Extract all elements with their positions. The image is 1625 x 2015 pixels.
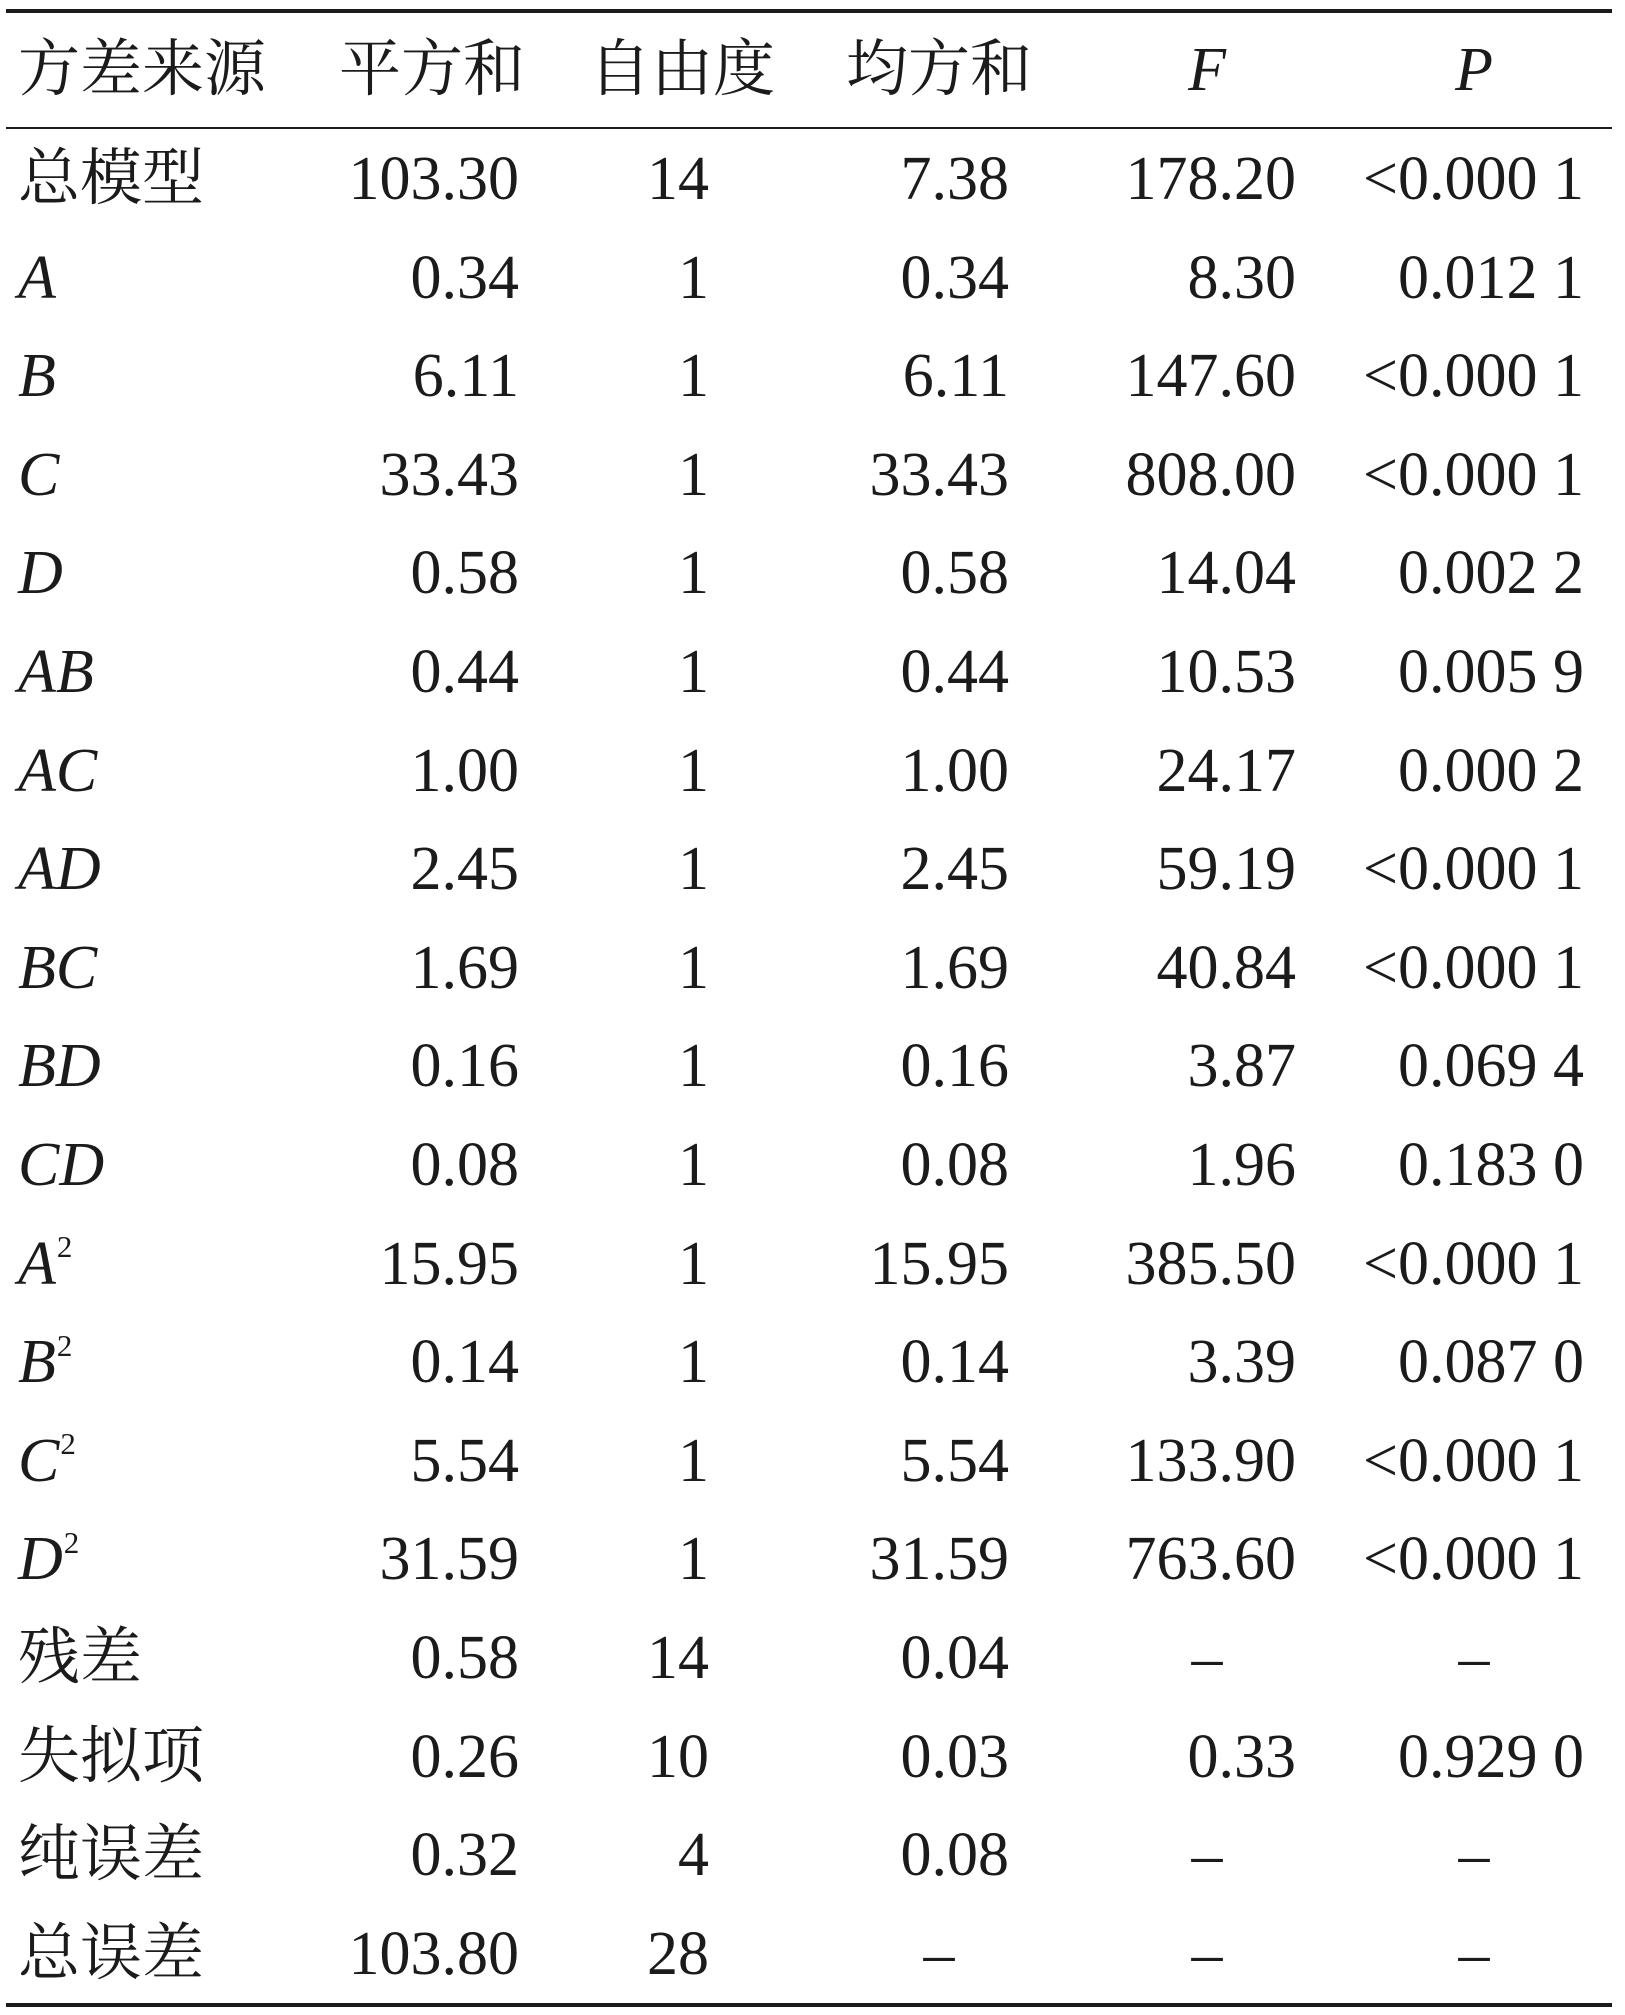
row-source bbox=[18, 1412, 76, 1511]
cell-f: – bbox=[1191, 1624, 1223, 1692]
cell-df: 1 bbox=[678, 638, 709, 706]
cell-df: 1 bbox=[678, 1229, 709, 1298]
cell-ms: 7.38 bbox=[900, 145, 1009, 213]
cell-ss: 103.80 bbox=[348, 1919, 519, 1988]
cell-df: 1 bbox=[678, 736, 709, 805]
cell-f: 763.60 bbox=[1125, 1525, 1296, 1594]
table-row bbox=[0, 229, 1625, 328]
cell-p: 0.929 0 bbox=[1398, 1722, 1584, 1791]
cell-ms: 6.11 bbox=[902, 342, 1009, 411]
row-source-label: A bbox=[18, 243, 56, 312]
cell-p: 0.002 2 bbox=[1398, 539, 1584, 608]
table-row bbox=[0, 722, 1625, 821]
cell-df: 14 bbox=[647, 145, 709, 213]
table-row bbox=[0, 1116, 1625, 1215]
cell-p: 0.183 0 bbox=[1398, 1131, 1584, 1199]
table-row bbox=[0, 1905, 1625, 2004]
row-source bbox=[18, 1215, 72, 1314]
table-row bbox=[0, 1708, 1625, 1807]
row-source bbox=[18, 1609, 142, 1708]
row-source bbox=[18, 623, 94, 722]
cell-ms: 15.95 bbox=[869, 1229, 1009, 1298]
cell-f: 133.90 bbox=[1125, 1426, 1296, 1495]
cell-p: <0.000 1 bbox=[1363, 342, 1584, 411]
header-p-value: P bbox=[1455, 36, 1493, 104]
cell-p: <0.000 1 bbox=[1363, 835, 1584, 904]
cell-ss: 0.26 bbox=[410, 1722, 519, 1791]
row-source-exponent: 2 bbox=[63, 1525, 80, 1561]
cell-df: 1 bbox=[678, 1131, 709, 1199]
row-source-exponent: 2 bbox=[56, 1229, 73, 1265]
cell-f: 40.84 bbox=[1156, 933, 1296, 1002]
cell-ms: 0.16 bbox=[900, 1032, 1009, 1101]
table-row bbox=[0, 1313, 1625, 1412]
cell-ms: 0.08 bbox=[900, 1131, 1009, 1199]
row-source bbox=[18, 820, 101, 919]
table-body bbox=[0, 130, 1625, 2003]
cell-df: 1 bbox=[678, 1426, 709, 1495]
cell-f: 3.39 bbox=[1187, 1328, 1296, 1397]
cell-df: 1 bbox=[678, 1525, 709, 1594]
row-source-label: C bbox=[18, 1426, 60, 1495]
header-source: 方差来源 bbox=[18, 36, 267, 104]
cell-ss: 5.54 bbox=[410, 1426, 519, 1495]
cell-ms: 0.34 bbox=[900, 243, 1009, 312]
cell-df: 1 bbox=[678, 1328, 709, 1397]
row-source bbox=[18, 1905, 204, 2004]
header-rule bbox=[6, 127, 1612, 129]
table-row bbox=[0, 1017, 1625, 1116]
cell-f: 3.87 bbox=[1187, 1032, 1296, 1101]
cell-df: 1 bbox=[678, 933, 709, 1002]
cell-ss: 1.69 bbox=[410, 933, 519, 1002]
cell-df: 4 bbox=[678, 1821, 709, 1890]
cell-ss: 1.00 bbox=[410, 736, 519, 805]
cell-df: 1 bbox=[678, 539, 709, 608]
cell-ss: 0.32 bbox=[410, 1821, 519, 1890]
top-rule bbox=[6, 9, 1612, 13]
row-source bbox=[18, 1313, 72, 1412]
cell-f: 0.33 bbox=[1187, 1722, 1296, 1791]
table-row bbox=[0, 426, 1625, 525]
cell-f: 147.60 bbox=[1125, 342, 1296, 411]
cell-ss: 0.44 bbox=[410, 638, 519, 706]
cell-df: 1 bbox=[678, 440, 709, 509]
cell-ms: 0.14 bbox=[900, 1328, 1009, 1397]
table-row bbox=[0, 1215, 1625, 1314]
row-source bbox=[18, 1017, 101, 1116]
row-source-label: 失拟项 bbox=[18, 1722, 205, 1791]
cell-p: <0.000 1 bbox=[1363, 1525, 1584, 1594]
row-source-label: 总模型 bbox=[18, 145, 205, 213]
cell-df: 1 bbox=[678, 1032, 709, 1101]
row-source-label: AD bbox=[18, 835, 101, 904]
table-row bbox=[0, 524, 1625, 623]
row-source bbox=[18, 1116, 104, 1215]
cell-ms: 0.04 bbox=[900, 1624, 1009, 1692]
cell-df: 1 bbox=[678, 342, 709, 411]
row-source-label: D bbox=[18, 1525, 63, 1594]
cell-ms: 0.58 bbox=[900, 539, 1009, 608]
row-source-label: 纯误差 bbox=[18, 1821, 205, 1890]
table-row bbox=[0, 1609, 1625, 1708]
cell-ms: 0.03 bbox=[900, 1722, 1009, 1791]
cell-ms: 1.69 bbox=[900, 933, 1009, 1002]
cell-ms: 31.59 bbox=[869, 1525, 1009, 1594]
cell-df: 14 bbox=[647, 1624, 709, 1692]
cell-ms: 33.43 bbox=[869, 440, 1009, 509]
cell-ss: 0.14 bbox=[410, 1328, 519, 1397]
row-source-label: B bbox=[18, 342, 56, 411]
row-source bbox=[18, 426, 59, 525]
row-source-label: D bbox=[18, 539, 63, 608]
header-mean-square: 均方和 bbox=[845, 36, 1032, 104]
cell-ss: 0.34 bbox=[410, 243, 519, 312]
cell-ms: 2.45 bbox=[900, 835, 1009, 904]
row-source-label: 残差 bbox=[18, 1624, 143, 1692]
cell-f: 59.19 bbox=[1156, 835, 1296, 904]
cell-ss: 15.95 bbox=[379, 1229, 519, 1298]
table-row bbox=[0, 623, 1625, 722]
cell-ms: 0.44 bbox=[900, 638, 1009, 706]
table-row bbox=[0, 1412, 1625, 1511]
row-source-label: BD bbox=[18, 1032, 101, 1101]
cell-ss: 2.45 bbox=[410, 835, 519, 904]
bottom-rule bbox=[6, 2003, 1612, 2007]
table-row bbox=[0, 1806, 1625, 1905]
row-source-label: CD bbox=[18, 1131, 105, 1199]
header-row bbox=[0, 14, 1625, 127]
cell-p: 0.000 2 bbox=[1398, 736, 1584, 805]
cell-p: <0.000 1 bbox=[1363, 145, 1584, 213]
row-source bbox=[18, 1806, 204, 1905]
cell-p: – bbox=[1458, 1624, 1490, 1692]
cell-f: 808.00 bbox=[1125, 440, 1296, 509]
cell-p: 0.012 1 bbox=[1398, 243, 1584, 312]
table-row bbox=[0, 820, 1625, 919]
row-source bbox=[18, 130, 204, 229]
row-source-label: AC bbox=[18, 736, 98, 805]
cell-f: – bbox=[1191, 1821, 1223, 1890]
header-degrees-of-freedom: 自由度 bbox=[588, 36, 775, 104]
row-source-label: AB bbox=[18, 638, 94, 706]
cell-ss: 6.11 bbox=[412, 342, 519, 411]
row-source bbox=[18, 722, 97, 821]
table-row bbox=[0, 130, 1625, 229]
cell-f: 385.50 bbox=[1125, 1229, 1296, 1298]
cell-ms: 1.00 bbox=[900, 736, 1009, 805]
cell-df: 1 bbox=[678, 835, 709, 904]
row-source-exponent: 2 bbox=[60, 1426, 76, 1462]
cell-df: 28 bbox=[647, 1919, 709, 1988]
cell-p: <0.000 1 bbox=[1363, 440, 1584, 509]
table-row bbox=[0, 1510, 1625, 1609]
row-source-exponent: 2 bbox=[56, 1327, 73, 1363]
cell-f: – bbox=[1191, 1919, 1223, 1988]
row-source bbox=[18, 229, 56, 328]
cell-ss: 0.58 bbox=[410, 1624, 519, 1692]
header-f-value: F bbox=[1188, 36, 1226, 104]
table-row bbox=[0, 919, 1625, 1018]
row-source bbox=[18, 919, 97, 1018]
cell-ms: 0.08 bbox=[900, 1821, 1009, 1890]
row-source bbox=[18, 1510, 79, 1609]
cell-ss: 31.59 bbox=[379, 1525, 519, 1594]
row-source bbox=[18, 327, 56, 426]
row-source-label: 总误差 bbox=[18, 1919, 205, 1988]
cell-ss: 0.58 bbox=[410, 539, 519, 608]
cell-ms: 5.54 bbox=[900, 1426, 1009, 1495]
cell-ss: 0.08 bbox=[410, 1131, 519, 1199]
cell-ss: 33.43 bbox=[379, 440, 519, 509]
cell-f: 1.96 bbox=[1187, 1131, 1296, 1199]
cell-p: 0.087 0 bbox=[1398, 1328, 1584, 1397]
cell-f: 8.30 bbox=[1187, 243, 1296, 312]
row-source-label: BC bbox=[18, 933, 98, 1002]
cell-f: 14.04 bbox=[1156, 539, 1296, 608]
cell-df: 10 bbox=[647, 1722, 709, 1791]
cell-f: 24.17 bbox=[1156, 736, 1296, 805]
row-source bbox=[18, 524, 63, 623]
row-source-label: C bbox=[18, 440, 60, 509]
cell-p: 0.069 4 bbox=[1398, 1032, 1584, 1101]
row-source bbox=[18, 1708, 204, 1807]
cell-ms: – bbox=[923, 1919, 955, 1988]
row-source-label: B bbox=[18, 1328, 56, 1397]
cell-p: – bbox=[1458, 1919, 1490, 1988]
row-source-label: A bbox=[18, 1229, 56, 1298]
cell-ss: 103.30 bbox=[348, 145, 519, 213]
cell-df: 1 bbox=[678, 243, 709, 312]
cell-p: <0.000 1 bbox=[1363, 1426, 1584, 1495]
cell-p: <0.000 1 bbox=[1363, 1229, 1584, 1298]
header-sum-of-squares: 平方和 bbox=[338, 36, 525, 104]
cell-f: 178.20 bbox=[1125, 145, 1296, 213]
cell-f: 10.53 bbox=[1156, 638, 1296, 706]
table-row bbox=[0, 327, 1625, 426]
cell-p: 0.005 9 bbox=[1398, 638, 1584, 706]
cell-ss: 0.16 bbox=[410, 1032, 519, 1101]
cell-p: – bbox=[1458, 1821, 1490, 1890]
cell-p: <0.000 1 bbox=[1363, 933, 1584, 1002]
